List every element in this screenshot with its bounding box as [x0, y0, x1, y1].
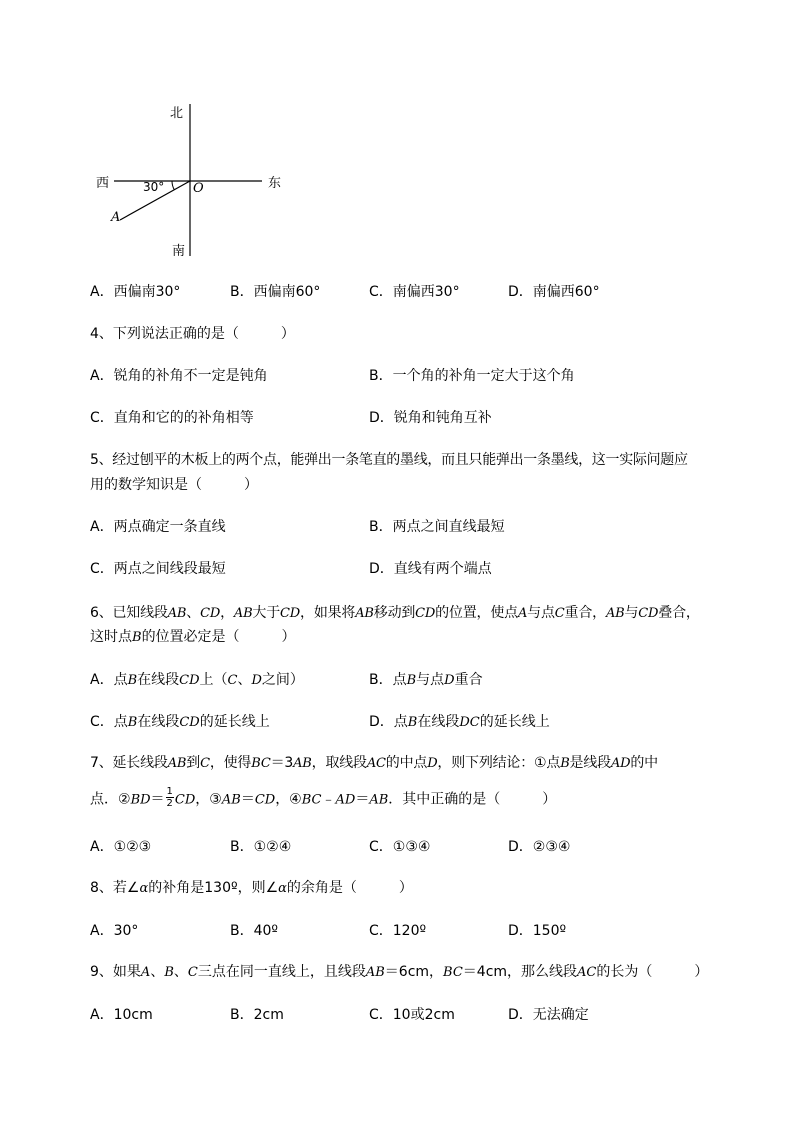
segment-label: BC [251, 756, 271, 771]
text: ＝6cm， [384, 964, 444, 980]
segment-label: AB [167, 756, 187, 771]
text: 在线段 [137, 714, 180, 730]
text: ＝4cm，那么线段 [462, 964, 578, 980]
text: D．点 [369, 714, 408, 730]
text: 的中点 [385, 755, 428, 771]
angle-arc [172, 181, 174, 190]
segment-label: AB [355, 606, 374, 621]
segment-label: AB [233, 606, 253, 621]
q8-option-c[interactable]: C．120º [369, 923, 427, 939]
segment-label: AB [221, 792, 241, 808]
segment-label: AC [577, 965, 597, 980]
text: ，如果将 [300, 605, 356, 621]
q5-stem-line1: 5、经过刨平的木板上的两个点，能弹出一条笔直的墨线，而且只能弹出一条墨线，这一实际问题应 [90, 452, 688, 468]
q7-option-b[interactable]: B．①②④ [230, 839, 292, 855]
q3-option-d[interactable]: D．南偏西60° [508, 284, 600, 300]
text: 与 [624, 605, 639, 621]
point-label: B [560, 756, 570, 771]
segment-label: AB [293, 756, 312, 771]
text: 的位置必定是（ ） [141, 629, 296, 645]
q4-option-d[interactable]: D．锐角和钝角互补 [369, 410, 492, 426]
point-label: D [444, 673, 455, 688]
point-label: B [132, 630, 142, 645]
q6-option-b[interactable] [369, 670, 483, 691]
segment-label: CD [254, 792, 276, 808]
text: 到 [186, 755, 201, 771]
q5-stem-line2: 用的数学知识是（ ） [90, 477, 258, 493]
text: 、 [237, 672, 252, 688]
q9-option-a[interactable]: A．10cm [90, 1007, 153, 1023]
segment-label: BC [301, 792, 322, 808]
q9-option-c[interactable]: C．10或2cm [369, 1007, 455, 1023]
text: A．点 [90, 672, 128, 688]
text: 的余角是（ ） [286, 880, 413, 896]
segment-label: CD [200, 606, 221, 621]
point-label: B [164, 965, 174, 980]
segment-label: AC [366, 756, 386, 771]
segment-label: AD [335, 792, 356, 808]
segment-label: AB [369, 792, 389, 808]
q5-option-b[interactable]: B．两点之间直线最短 [369, 519, 505, 535]
q4-option-b[interactable]: B．一个角的补角一定大于这个角 [369, 368, 575, 384]
text: 7、延长线段 [90, 755, 168, 771]
point-label: A [517, 606, 528, 621]
text: ＝ [355, 791, 370, 808]
q6-option-d[interactable] [369, 712, 550, 733]
text: 9、如果 [90, 964, 141, 980]
text: 这时点 [90, 629, 132, 645]
q4-option-a[interactable]: A．锐角的补角不一定是钝角 [90, 368, 268, 384]
q8-option-b[interactable]: B．40º [230, 923, 279, 939]
q7-stem-line1 [90, 753, 658, 774]
text: 是线段 [569, 755, 611, 771]
q3-option-a[interactable]: A．西偏南30° [90, 284, 181, 300]
segment-label: CD [280, 606, 301, 621]
text: 在线段 [137, 672, 180, 688]
text: 的位置，使点 [435, 605, 518, 621]
text: ，使得 [209, 755, 252, 771]
point-label: B [127, 715, 138, 730]
q7-option-d[interactable]: D．②③④ [508, 839, 571, 855]
segment-label: BC [443, 965, 463, 980]
segment-label: CD [179, 673, 200, 688]
q6-stem-line1 [90, 603, 700, 624]
text: 的长为（ ） [596, 964, 709, 980]
q6-option-a[interactable] [90, 670, 304, 691]
label-south: 南 [172, 244, 186, 259]
text: ，③ [195, 791, 222, 808]
text: 三点在同一直线上，且线段 [197, 964, 366, 980]
q9-option-d[interactable]: D．无法确定 [508, 1007, 589, 1023]
point-label: B [127, 673, 138, 688]
text: ＝3 [270, 755, 294, 771]
text: ﹣ [321, 791, 336, 808]
text: 重合， [564, 605, 606, 621]
segment-label: AD [610, 756, 631, 771]
text: 6、已知线段 [90, 605, 168, 621]
fraction-one-half [166, 786, 174, 809]
q6-option-c[interactable] [90, 712, 270, 733]
q3-option-b[interactable]: B．西偏南60° [230, 284, 321, 300]
segment-label: DC [459, 715, 480, 730]
label-west: 西 [96, 176, 110, 191]
segment-label: AB [605, 606, 625, 621]
text: C．点 [90, 714, 128, 730]
q8-option-a[interactable]: A．30° [90, 923, 139, 939]
text: 与点 [527, 605, 555, 621]
q3-option-c[interactable]: C．南偏西30° [369, 284, 460, 300]
q4-option-c[interactable]: C．直角和它的的补角相等 [90, 410, 254, 426]
q7-option-a[interactable]: A．①②③ [90, 839, 152, 855]
fraction-denominator: 2 [166, 798, 173, 809]
q5-option-a[interactable]: A．两点确定一条直线 [90, 519, 226, 535]
text: 移动到 [373, 605, 416, 621]
text: ．其中正确的是（ ） [388, 791, 557, 808]
text: 点．② [90, 791, 131, 808]
text: 、 [150, 964, 165, 980]
q7-stem-line2 [90, 788, 556, 811]
label-angle: 30° [143, 180, 165, 194]
point-label: C [227, 673, 238, 688]
q7-option-c[interactable]: C．①③④ [369, 839, 431, 855]
text: ＝ [240, 791, 255, 808]
text: 之间） [261, 672, 304, 688]
angle-symbol: α [278, 881, 287, 896]
point-label: B [407, 715, 418, 730]
segment-label: CD [415, 606, 436, 621]
point-label: C [187, 965, 198, 980]
label-origin: O [193, 181, 204, 196]
segment-label: AB [167, 606, 187, 621]
text: 的中 [630, 755, 658, 771]
point-label: A [140, 965, 151, 980]
point-label: D [251, 673, 262, 688]
q5-option-c[interactable]: C．两点之间线段最短 [90, 561, 226, 577]
q9-stem [90, 962, 708, 983]
segment-label: CD [638, 606, 659, 621]
point-label: B [406, 673, 417, 688]
text: 叠合， [658, 605, 700, 621]
text: B．点 [369, 672, 407, 688]
q8-option-d[interactable]: D．150º [508, 923, 567, 939]
angle-symbol: α [139, 881, 149, 896]
q9-option-b[interactable]: B．2cm [230, 1007, 284, 1023]
text: 大于 [252, 605, 281, 621]
segment-label: BD [130, 792, 151, 808]
text: ，④ [275, 791, 302, 808]
text: 重合 [454, 672, 483, 688]
q8-stem [90, 878, 413, 899]
text: 8、若∠ [90, 880, 140, 896]
q6-stem-line2 [90, 627, 296, 648]
segment-label: CD [179, 715, 200, 730]
text: 与点 [416, 672, 445, 688]
point-label: C [200, 756, 210, 771]
label-north: 北 [170, 106, 184, 121]
text: ，则下列结论：①点 [437, 755, 561, 771]
q4-stem: 4、下列说法正确的是（ ） [90, 326, 295, 342]
text: 、 [173, 964, 188, 980]
text: 上（ [199, 672, 228, 688]
q5-option-d[interactable]: D．直线有两个端点 [369, 561, 492, 577]
text: ， [220, 605, 234, 621]
text: ，取线段 [311, 755, 367, 771]
segment-label: AB [365, 965, 385, 980]
text: 在线段 [417, 714, 460, 730]
text: ＝ [150, 791, 165, 808]
label-east: 东 [268, 176, 282, 191]
text: 的补角是130º，则∠ [148, 880, 279, 896]
fraction-numerator: 1 [166, 786, 173, 797]
text: 的延长线上 [199, 714, 270, 730]
text: 的延长线上 [479, 714, 550, 730]
point-label: C [554, 606, 565, 621]
label-point-a: A [111, 210, 121, 225]
point-label: D [427, 756, 438, 771]
segment-label: CD [174, 792, 196, 808]
text: 、 [186, 605, 201, 621]
